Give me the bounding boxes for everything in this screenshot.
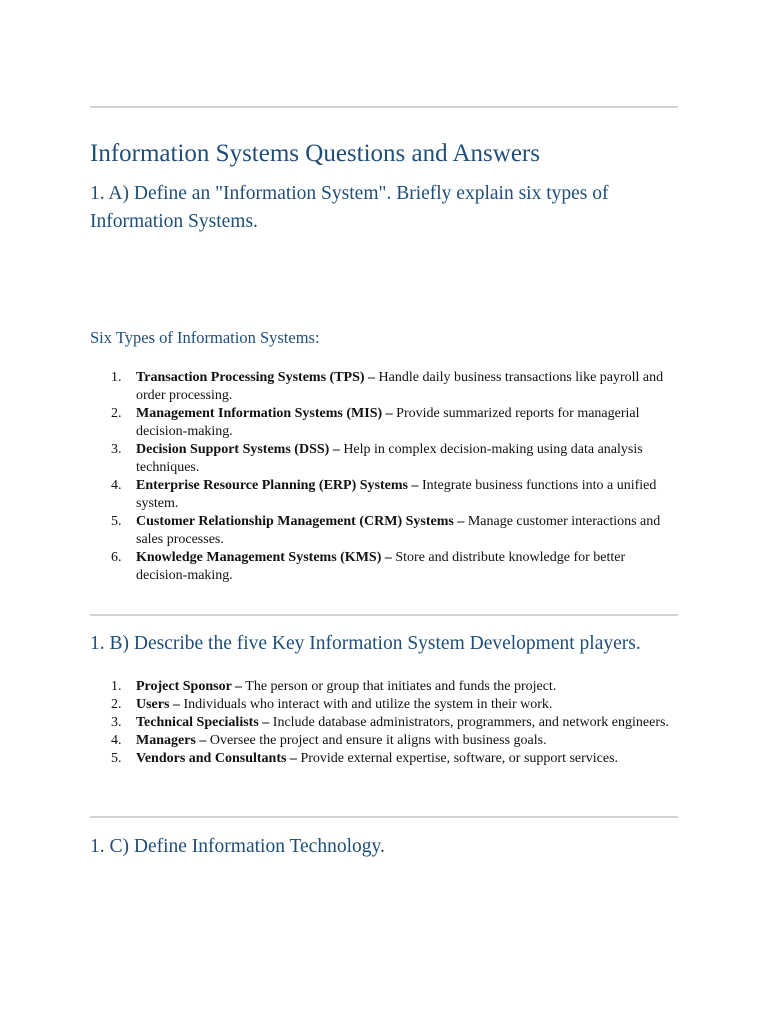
list-item-description: Individuals who interact with and utilize the system in their work. — [179, 697, 553, 712]
list-item — [90, 441, 678, 477]
list-item-number: 5. — [111, 751, 122, 766]
list-item-description: Provide external expertise, software, or support services. — [296, 751, 619, 766]
list-item-description: Store and distribute knowledge for better decision-making. — [136, 550, 626, 583]
list-item — [90, 369, 678, 405]
list-item — [90, 696, 678, 714]
list-item-number: 2. — [111, 697, 122, 712]
six-types-subheading: Six Types of Information Systems: — [90, 328, 320, 347]
list-item-number: 6. — [111, 550, 122, 565]
list-item-description: Oversee the project and ensure it aligns with business goals. — [206, 733, 547, 748]
list-item-term: Enterprise Resource Planning (ERP) Systems – — [136, 478, 419, 493]
list-item-description: Handle daily business transactions like payroll and order processing. — [136, 370, 664, 403]
list-item-term: Users – — [136, 697, 180, 712]
list-item-term: Technical Specialists – — [136, 715, 270, 730]
list-item-term: Customer Relationship Management (CRM) Systems – — [136, 514, 465, 529]
question-1b-heading: 1. B) Describe the five Key Information System Development players. — [90, 633, 641, 654]
divider-top — [90, 106, 678, 108]
list-item-number: 2. — [111, 406, 122, 421]
list-item-number: 1. — [111, 370, 122, 385]
list-item-description: Manage customer interactions and sales processes. — [136, 514, 661, 547]
list-item-number: 5. — [111, 514, 122, 529]
list-item-term: Transaction Processing Systems (TPS) – — [136, 370, 376, 385]
list-item-number: 3. — [111, 442, 122, 457]
list-item-term: Vendors and Consultants – — [136, 751, 297, 766]
list-item-term: Management Information Systems (MIS) – — [136, 406, 393, 421]
list-item — [90, 513, 678, 549]
information-systems-types-list — [90, 369, 678, 585]
list-item-description: Help in complex decision-making using data analysis techniques. — [136, 442, 643, 475]
list-item-description: Provide summarized reports for managerial decision-making. — [136, 406, 640, 439]
list-item — [90, 405, 678, 441]
list-item-term: Project Sponsor – — [136, 679, 243, 694]
question-1c-heading: 1. C) Define Information Technology. — [90, 836, 385, 857]
list-item-description: Integrate business functions into a unified system. — [136, 478, 657, 511]
list-item — [90, 750, 678, 768]
list-item-description: The person or group that initiates and funds the project. — [242, 679, 557, 694]
list-item-term: Knowledge Management Systems (KMS) – — [136, 550, 392, 565]
list-item-term: Decision Support Systems (DSS) – — [136, 442, 340, 457]
development-players-list — [90, 678, 678, 768]
list-item-number: 4. — [111, 478, 122, 493]
list-item — [90, 732, 678, 750]
divider-1b — [90, 614, 678, 616]
document-title: Information Systems Questions and Answers — [90, 140, 540, 167]
list-item — [90, 714, 678, 732]
list-item — [90, 549, 678, 585]
list-item — [90, 678, 678, 696]
list-item-term: Managers – — [136, 733, 207, 748]
list-item-number: 1. — [111, 679, 122, 694]
list-item — [90, 477, 678, 513]
list-item-number: 4. — [111, 733, 122, 748]
question-1a-heading: 1. A) Define an "Information System". Briefly explain six types of Information Systems. — [90, 183, 609, 232]
list-item-description: Include database administrators, programmers, and network engineers. — [269, 715, 669, 730]
list-item-number: 3. — [111, 715, 122, 730]
divider-1c — [90, 816, 678, 818]
